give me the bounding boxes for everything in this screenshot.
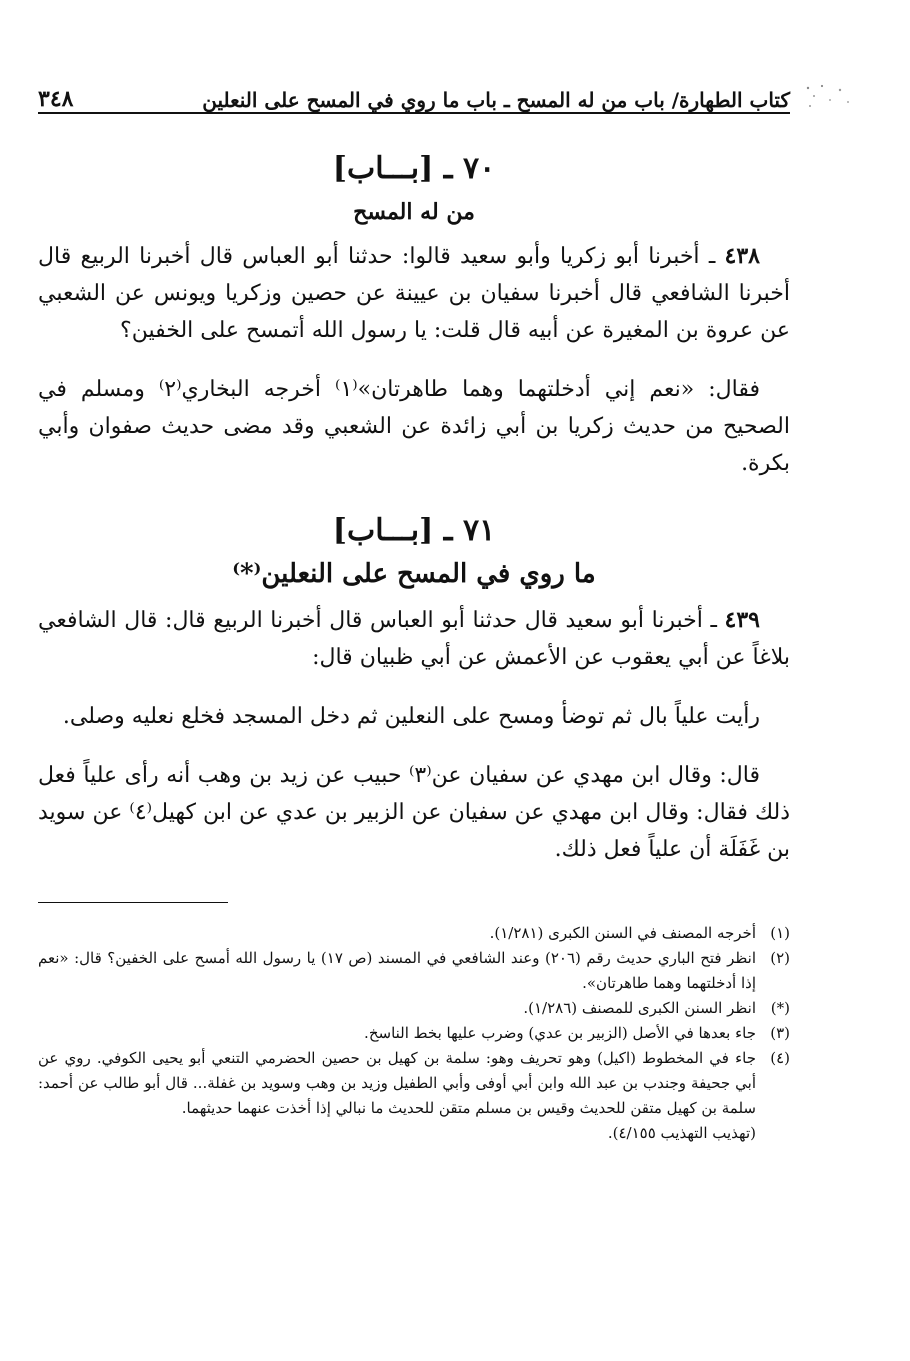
footnote-text: أخرجه المصنف في السنن الكبرى (١/٢٨١). — [489, 924, 756, 942]
scan-specks — [800, 82, 860, 112]
hadith-text: ـ أخبرنا أبو سعيد قال حدثنا أبو العباس قال أخبرنا الربيع قال: قال الشافعي بلاغاً عن أبي يعقوب عن الأعمش عن أبي ظبيان قال: — [38, 608, 790, 670]
footnote-source: (تهذيب التهذيب ٤/١٥٥). — [607, 1124, 756, 1142]
footnote-mark: (٢) — [770, 949, 790, 967]
hadith-438-continuation: فقال: «نعم إني أدخلتهما وهما طاهرتان»⁽١⁾ أخرجه البخاري⁽٢⁾ ومسلم في الصحيح من حديث زكريا بن أبي زائدة عن الشعبي وقد مضى حديث صفوان وأبي بكرة. — [38, 377, 790, 476]
chapter-subheading-71: ما روي في المسح على النعلين⁽*⁾ — [232, 559, 596, 589]
hadith-439-commentary: قال: وقال ابن مهدي عن سفيان عن⁽٣⁾ حبيب عن زيد بن وهب أنه رأى علياً فعل ذلك فقال: وقال ابن مهدي عن سفيان عن الزبير بن عدي عن ابن كهيل⁽٤⁾ عن سويد بن غَفَلَة أن علياً فعل ذلك. — [38, 763, 790, 862]
footnotes — [38, 921, 790, 1146]
hadith-number: ٤٣٩ — [724, 607, 760, 633]
page-number: ٣٤٨ — [38, 86, 74, 112]
hadith-number: ٤٣٨ — [724, 243, 760, 269]
footnote-divider — [38, 902, 228, 903]
hadith-439-matn: رأيت علياً بال ثم توضأ ومسح على النعلين ثم دخل المسجد فخلع نعليه وصلى. — [62, 704, 760, 729]
footnote-text: جاء بعدها في الأصل (الزبير بن عدي) وضرب عليها بخط الناسخ. — [364, 1024, 756, 1042]
footnote-mark: (١) — [770, 924, 790, 942]
footnote-item — [38, 1046, 790, 1121]
footnote-mark: (٣) — [770, 1024, 790, 1042]
footnote-text: جاء في المخطوط (اكيل) وهو تحريف وهو: سلمة بن كهيل بن حصين الحضرمي التنعي أبو يحيى الكوفي. روي عن أبي جحيفة وجندب بن عبد الله وابن أبي أوفى وأبي الطفيل وزيد بن وهب وسويد بن غفلة... قال أبو طالب عن أحمد: سلمة بن كهيل متقن للحديث وقيس بن مسلم متقن للحديث ما نبالي إذا أخذت عنهما حديثهما. — [38, 1049, 756, 1117]
footnote-text: انظر السنن الكبرى للمصنف (١/٢٨٦). — [523, 999, 756, 1017]
footnote-item — [38, 921, 790, 946]
hadith-438 — [38, 238, 790, 349]
chapter-heading-71: ٧١ ـ [بـــاب] — [332, 513, 496, 548]
chapter-heading-70: ٧٠ ـ [بـــاب] — [332, 151, 496, 186]
footnote-mark: (٤) — [770, 1049, 790, 1067]
hadith-439 — [38, 602, 790, 676]
running-header — [38, 70, 790, 114]
footnote-mark: (*) — [770, 999, 790, 1017]
chapter-subheading-70: من له المسح — [353, 199, 475, 225]
book-page — [38, 70, 790, 1146]
footnote-item — [38, 996, 790, 1021]
footnote-item — [38, 946, 790, 996]
footnote-item — [38, 1121, 790, 1146]
hadith-text: ـ أخبرنا أبو زكريا وأبو سعيد قالوا: حدثنا أبو العباس قال أخبرنا الربيع قال أخبرنا الشافعي قال أخبرنا سفيان بن عيينة عن حصين وزكريا ويونس عن الشعبي عن عروة بن المغيرة عن أبيه قال قلت: يا رسول الله أتمسح على الخفين؟ — [38, 244, 790, 343]
running-title: كتاب الطهارة/ باب من له المسح ـ باب ما روي في المسح على النعلين — [202, 88, 790, 112]
footnote-text: انظر فتح الباري حديث رقم (٢٠٦) وعند الشافعي في المسند (ص ١٧) يا رسول الله أمسح على الخفين؟ قال: «نعم إذا أدخلتهما وهما طاهرتان». — [38, 949, 757, 992]
footnote-item — [38, 1021, 790, 1046]
